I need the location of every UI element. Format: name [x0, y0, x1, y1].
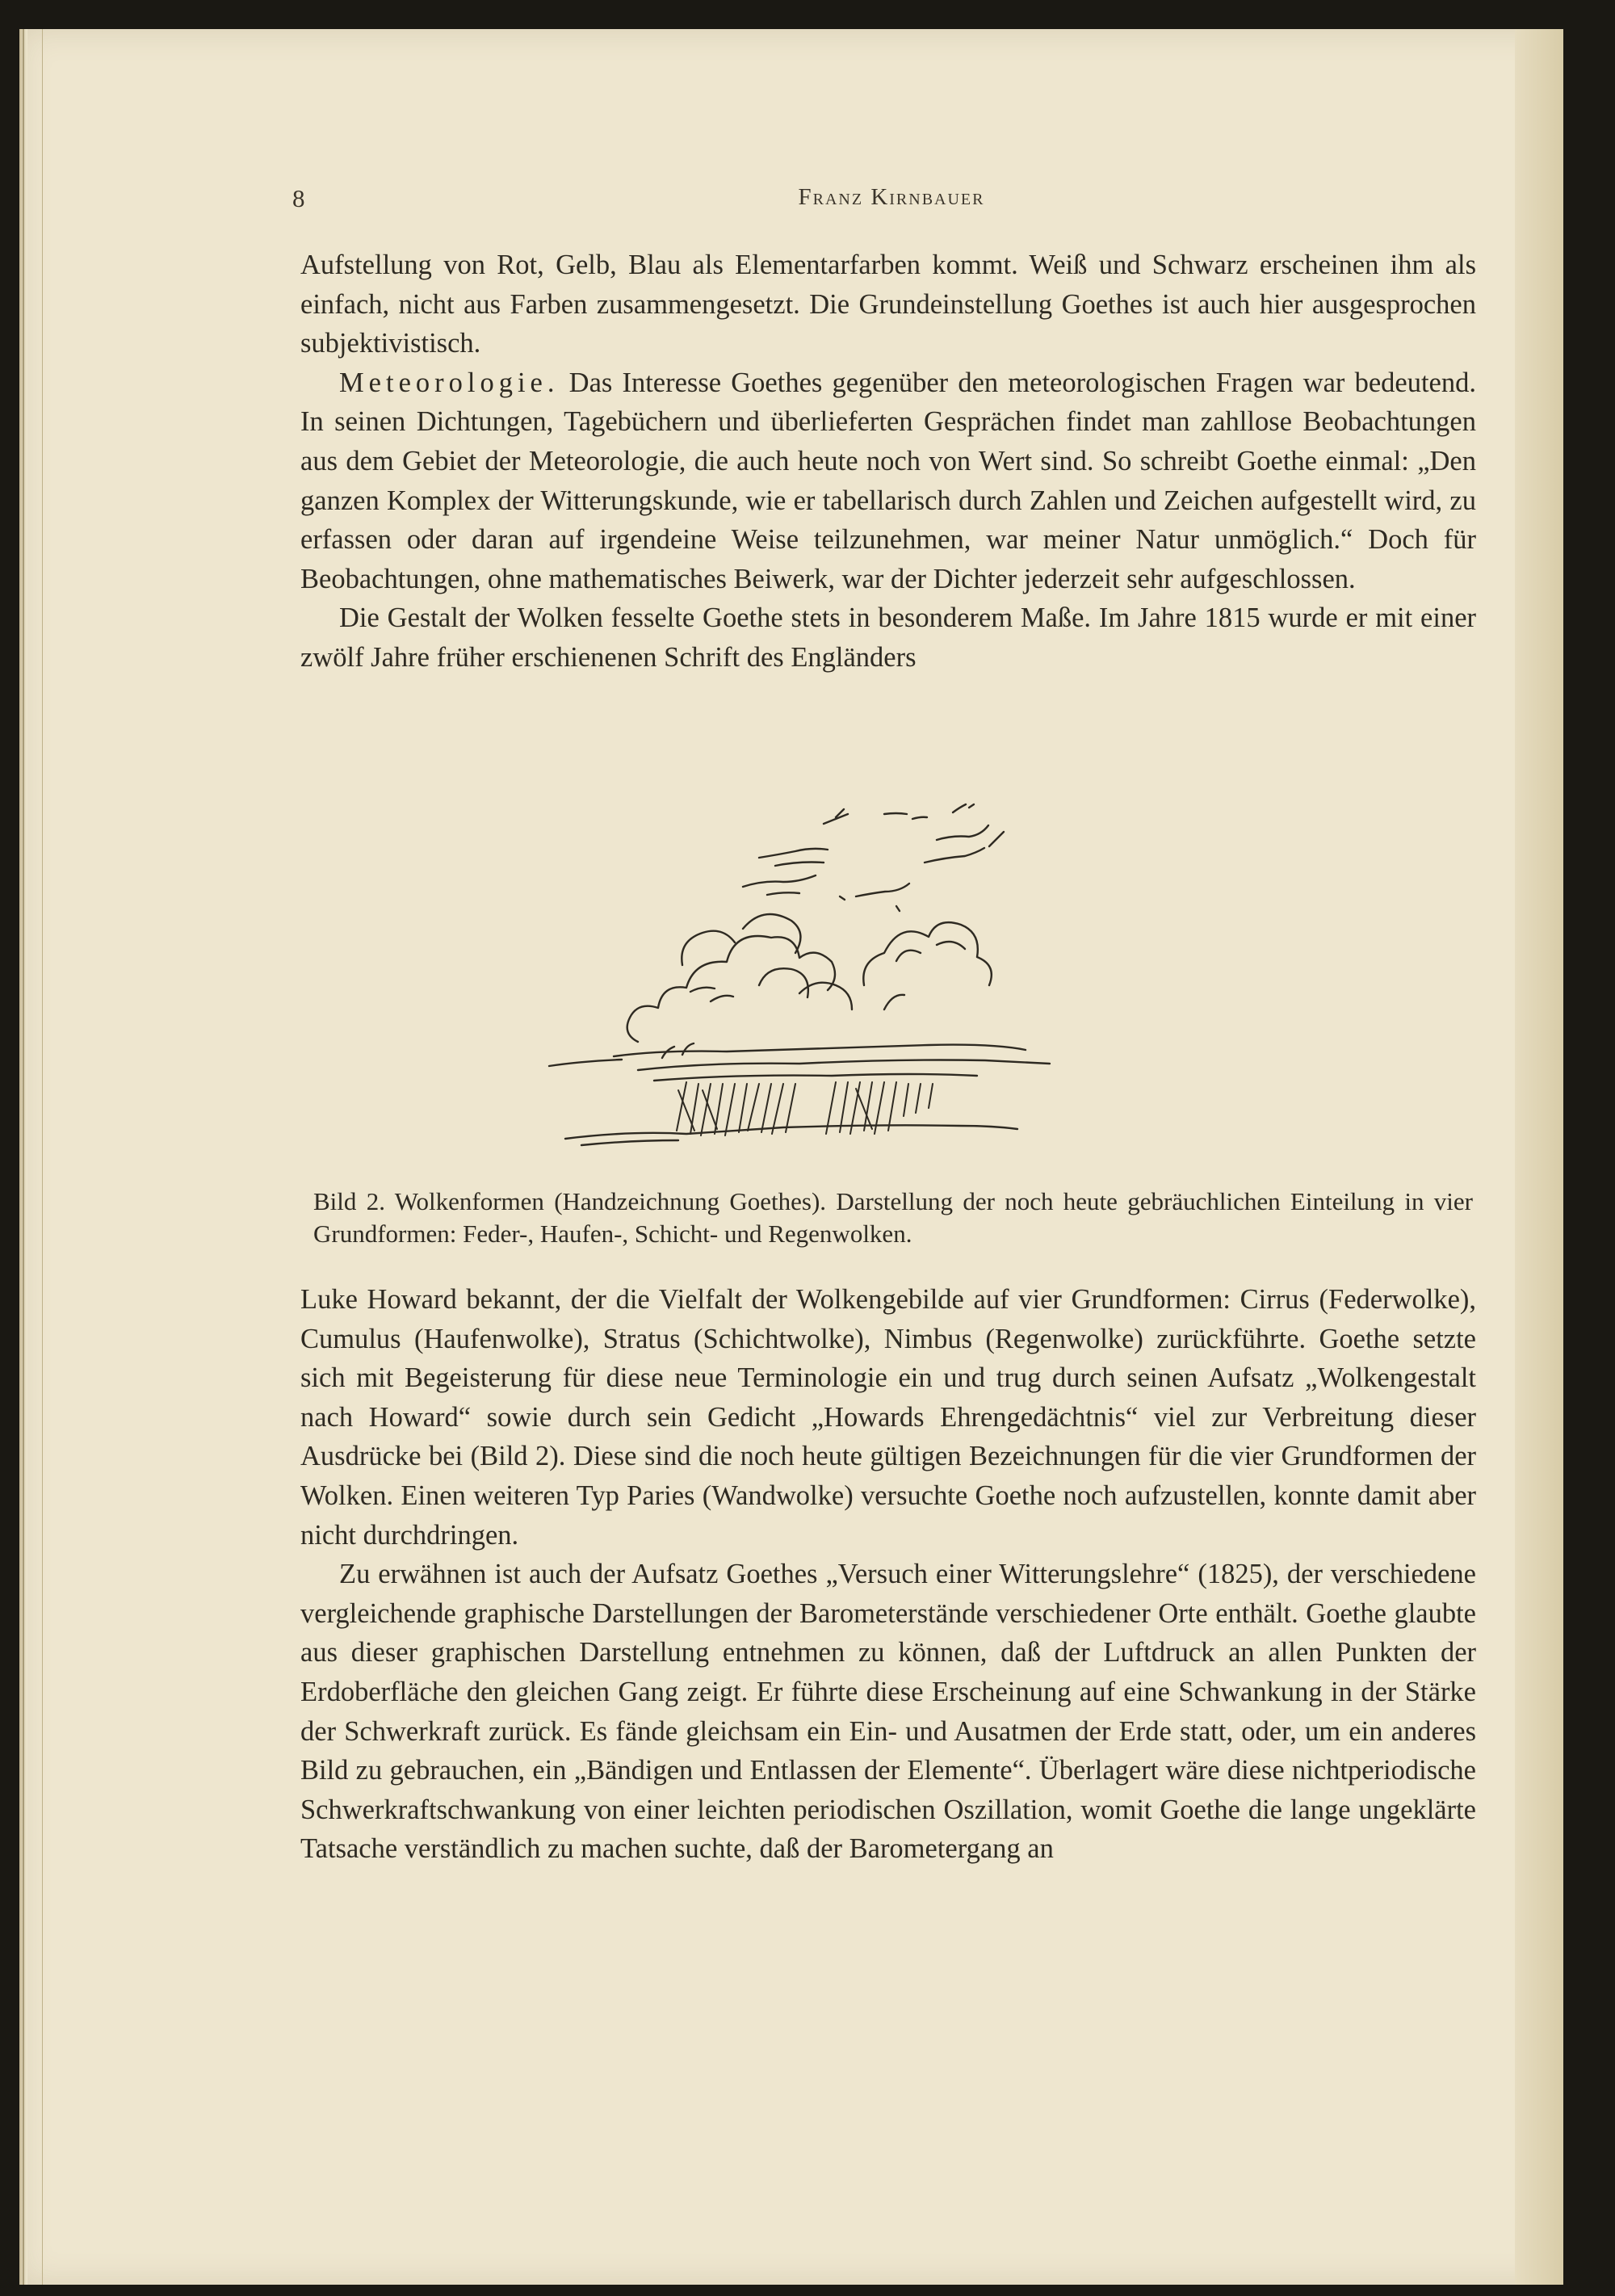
section-heading-meteorology: Meteorologie. — [339, 367, 560, 398]
stratus-strokes — [549, 1043, 1050, 1081]
paragraph-meteorology-text: Das Interesse Goethes gegenüber den meteorologischen Fragen war bedeutend. In seinen Dichtungen, Tagebüchern und überlieferten Gesprächen findet man zahllose Beobachtungen aus dem Gebiet der Meteorologie, die auch heute noch von Wert sind. So schreibt Goethe einmal: „Den ganzen Komplex der Witterungskunde, wie er tabellarisch durch Zahlen und Zeichen aufgestellt wird, zu erfassen oder daran auf irgendeine Weise teilzunehmen, war meiner Natur unmöglich.“ Doch für Beobachtungen, ohne mathematisches Beiwerk, war der Dichter jederzeit sehr aufgeschlossen. — [300, 367, 1476, 594]
body-text-bottom — [300, 1280, 1476, 2023]
cloud-drawing-figure — [517, 800, 1244, 1155]
running-head — [278, 184, 1505, 225]
paragraph-howard: Luke Howard bekannt, der die Vielfalt der Wolkengebilde auf vier Grundformen: Cirrus (Federwolke), Cumulus (Haufenwolke), Stratus (Schichtwolke), Nimbus (Regenwolke) zurückführte. Goethe setzte sich mit Begeisterung für diese neue Terminologie ein und trug durch seinen Aufsatz „Wolkengestalt nach Howard“ sowie durch sein Gedicht „Howards Ehrengedächtnis“ viel zur Verbreitung dieser Ausdrücke bei (Bild 2). Diese sind die noch heute gültigen Bezeichnungen für die vier Grundformen der Wolken. Einen weiteren Typ Paries (Wandwolke) versuchte Goethe noch aufzustellen, konnte damit aber nicht durchdringen. — [300, 1284, 1476, 1551]
body-text-top — [300, 246, 1476, 674]
page-number: 8 — [292, 184, 305, 212]
cirrus-strokes — [743, 804, 1004, 911]
paragraph-weather-theory: Zu erwähnen ist auch der Aufsatz Goethes „Versuch einer Witterungslehre“ (1825), der verschiedene vergleichende graphische Darstellungen der Barometerstände verschiedener Orte enthält. Goethe glaubte aus dieser graphischen Darstellung entnehmen zu können, daß der Luftdruck an allen Punkten der Erdoberfläche den gleichen Gang zeigt. Er führte diese Erscheinung auf eine Schwankung in der Stärke der Schwerkraft zurück. Es fände gleichsam ein Ein- und Ausatmen der Erde statt, oder, um ein anderes Bild zu gebrauchen, ein „Bändigen und Entlassen der Elemente“. Überlagert wäre diese nichtperiodische Schwerkraftschwankung von einer leichten periodischen Oszillation, womit Goethe die lange ungeklärte Tatsache verständlich zu machen suchte, daß der Barometergang an — [300, 1559, 1476, 1865]
figure-caption: Bild 2. Wolkenformen (Handzeichnung Goethes). Darstellung der noch heute gebräuchlichen Einteilung in vier Grundformen: Feder-, Haufen-, Schicht- und Regenwolken. — [313, 1187, 1473, 1248]
running-title: Franz Kirnbauer — [798, 184, 985, 210]
binding-edge — [23, 29, 43, 2285]
paragraph-meteorology — [300, 363, 1476, 599]
ground-strokes — [565, 1125, 1017, 1145]
paragraph-clouds: Die Gestalt der Wolken fesselte Goethe stets in besonderem Maße. Im Jahre 1815 wurde er mit einer zwölf Jahre früher erschienenen Schrift des Engländers — [300, 602, 1476, 673]
paragraph-color-theory: Aufstellung von Rot, Gelb, Blau als Elementarfarben kommt. Weiß und Schwarz erscheinen ihm als einfach, nicht aus Farben zusammengesetzt. Die Grundeinstellung Goethes ist auch hier ausgesprochen subjektivistisch. — [300, 250, 1476, 359]
cumulus-strokes — [627, 914, 992, 1042]
page-fore-edge — [1515, 29, 1563, 2285]
